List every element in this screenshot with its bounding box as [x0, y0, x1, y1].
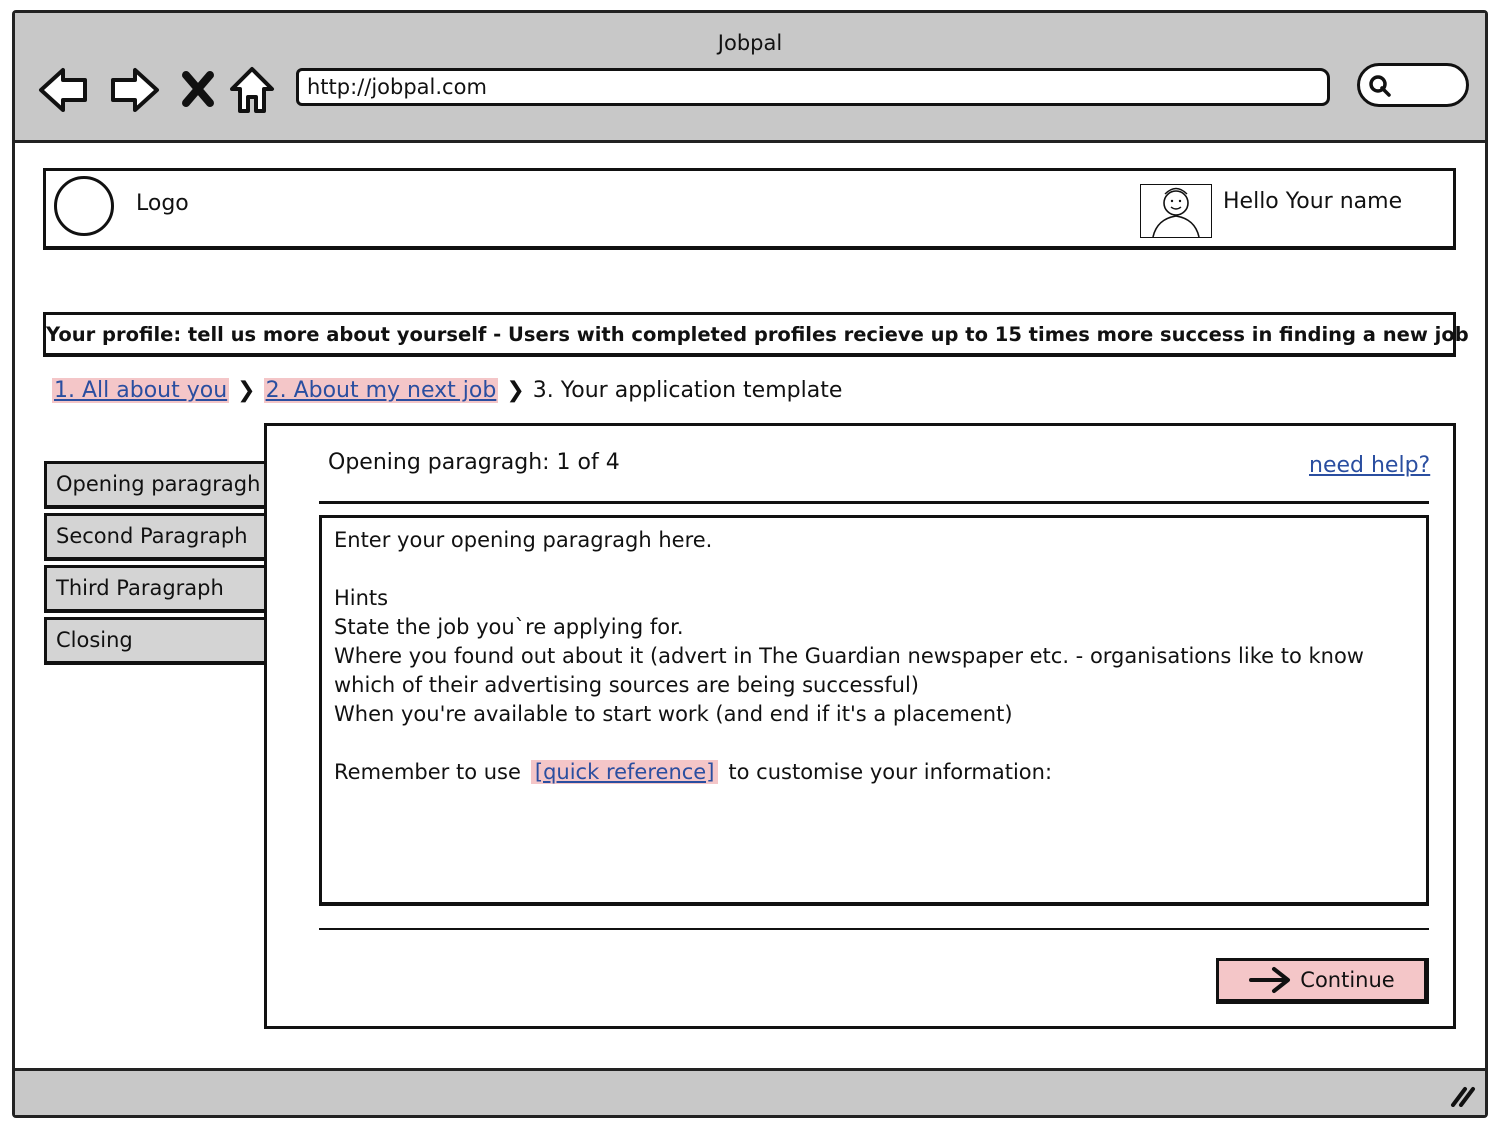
divider	[319, 501, 1429, 504]
quick-reference-link[interactable]: [quick reference]	[531, 760, 719, 784]
breadcrumb	[52, 374, 842, 406]
editor-hint: When you're available to start work (and end if it's a placement)	[334, 702, 1013, 726]
breadcrumb-step-2[interactable]: 2. About my next job	[265, 377, 497, 403]
continue-button[interactable]	[1216, 958, 1429, 1004]
editor-intro: Enter your opening paragragh here.	[334, 528, 713, 552]
arrow-right-icon	[1248, 965, 1292, 995]
editor-hint: which of their advertising sources are being successful)	[334, 673, 919, 697]
reminder-suffix: to customise your information:	[728, 760, 1053, 784]
paragraph-textarea[interactable]	[319, 515, 1429, 906]
chevron-right-icon: ❯	[506, 377, 525, 403]
divider	[319, 928, 1429, 930]
logo-label: Logo	[136, 191, 189, 216]
search-icon	[1368, 74, 1392, 98]
editor-hints-heading: Hints	[334, 586, 389, 610]
window-title: Jobpal	[717, 31, 783, 55]
sidebar-item-closing[interactable]: Closing	[44, 617, 269, 665]
breadcrumb-step-3: 3. Your application template	[532, 377, 843, 403]
panel-title: Opening paragragh: 1 of 4	[328, 450, 620, 475]
logo-icon[interactable]	[54, 176, 114, 236]
site-header	[43, 168, 1456, 250]
browser-status-bar	[15, 1068, 1485, 1115]
sidebar-item-third-paragraph[interactable]: Third Paragraph	[44, 565, 269, 613]
sidebar-item-opening-paragraph[interactable]: Opening paragragh	[44, 461, 269, 509]
chevron-right-icon: ❯	[237, 377, 256, 403]
stop-icon[interactable]	[178, 63, 218, 117]
user-avatar-icon[interactable]	[1140, 184, 1212, 238]
browser-search-field[interactable]	[1357, 63, 1469, 107]
continue-label: Continue	[1300, 968, 1395, 992]
forward-arrow-icon[interactable]	[107, 63, 161, 117]
user-greeting: Hello Your name	[1223, 189, 1403, 214]
home-icon[interactable]	[227, 63, 281, 117]
editor-panel	[264, 423, 1456, 1029]
browser-toolbar	[15, 13, 1485, 143]
back-arrow-icon[interactable]	[37, 63, 91, 117]
need-help-link[interactable]: need help?	[1309, 453, 1431, 478]
profile-banner: Your profile: tell us more about yourself - Users with completed profiles recieve up to 15 times more success in finding a new job	[43, 312, 1456, 357]
sidebar-item-second-paragraph[interactable]: Second Paragraph	[44, 513, 269, 561]
reminder-prefix: Remember to use	[334, 760, 521, 784]
resize-grip-icon[interactable]	[1447, 1083, 1477, 1111]
editor-hint: State the job you`re applying for.	[334, 615, 684, 639]
editor-hint: Where you found out about it (advert in The Guardian newspaper etc. - organisations like to know	[334, 644, 1364, 668]
breadcrumb-step-1[interactable]: 1. All about you	[54, 377, 228, 403]
editor-reminder	[334, 758, 1414, 787]
address-bar[interactable]: http://jobpal.com	[296, 68, 1330, 106]
